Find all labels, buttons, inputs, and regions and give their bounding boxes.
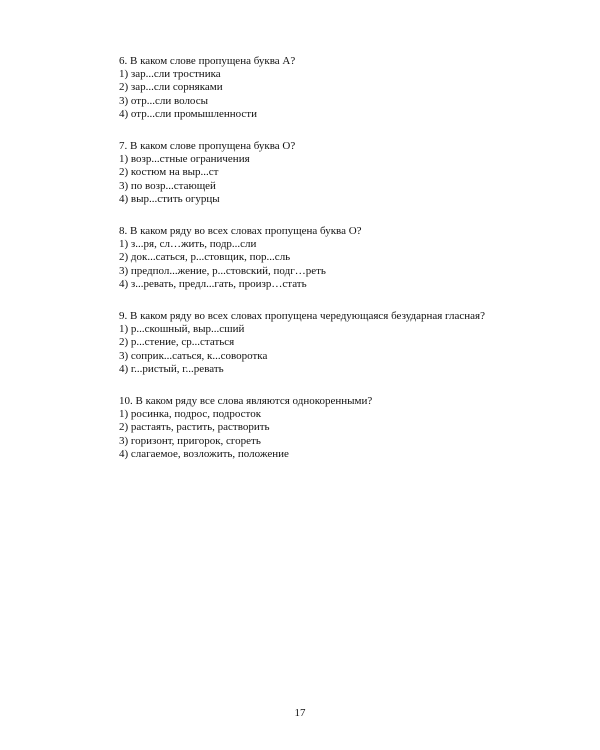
question-title: 8. В каком ряду во всех словах пропущена буква О?	[119, 225, 362, 238]
answer-option: 4) отр...сли промышленности	[119, 107, 257, 120]
question-7	[119, 140, 539, 206]
answer-option: 1) з...ря, сл…жить, подр...сли	[119, 238, 257, 251]
answer-option: 3) отр...сли волосы	[119, 94, 208, 107]
answer-option: 4) г...ристый, г...ревать	[119, 362, 224, 375]
answer-option: 3) соприк...саться, к...соворотка	[119, 349, 268, 362]
question-list	[119, 55, 539, 480]
answer-option: 2) растаять, растить, растворить	[119, 421, 270, 434]
question-6	[119, 55, 539, 121]
answer-option: 1) р...скошный, выр...сший	[119, 323, 245, 336]
answer-option: 3) по возр...стающей	[119, 179, 216, 192]
question-title: 7. В каком слове пропущена буква О?	[119, 140, 296, 153]
question-10	[119, 395, 539, 461]
answer-option: 3) предпол...жение, р...стовский, подг…реть	[119, 264, 326, 277]
answer-option: 3) горизонт, пригорок, сгореть	[119, 434, 261, 447]
question-8	[119, 225, 539, 291]
answer-option: 1) возр...стные ограничения	[119, 153, 250, 166]
answer-option: 4) з...ревать, предл...гать, произр…стать	[119, 277, 307, 290]
answer-option: 4) слагаемое, возложить, положение	[119, 447, 289, 460]
answer-option: 2) р...стение, ср...статься	[119, 336, 235, 349]
question-title: 6. В каком слове пропущена буква А?	[119, 55, 296, 67]
answer-option: 2) зар...сли сорняками	[119, 81, 223, 94]
answer-option: 2) док...саться, р...стовщик, пор...сль	[119, 251, 291, 264]
question-9	[119, 310, 539, 376]
answer-option: 1) зар...сли тростника	[119, 68, 221, 81]
answer-option: 4) выр...стить огурцы	[119, 192, 220, 205]
answer-option: 1) росинка, подрос, подросток	[119, 408, 262, 421]
question-title: 10. В каком ряду все слова являются однокоренными?	[119, 395, 373, 408]
page-number: 17	[294, 707, 306, 719]
question-title: 9. В каком ряду во всех словах пропущена чередующаяся безударная гласная?	[119, 310, 485, 323]
answer-option: 2) костюм на выр...ст	[119, 166, 219, 179]
